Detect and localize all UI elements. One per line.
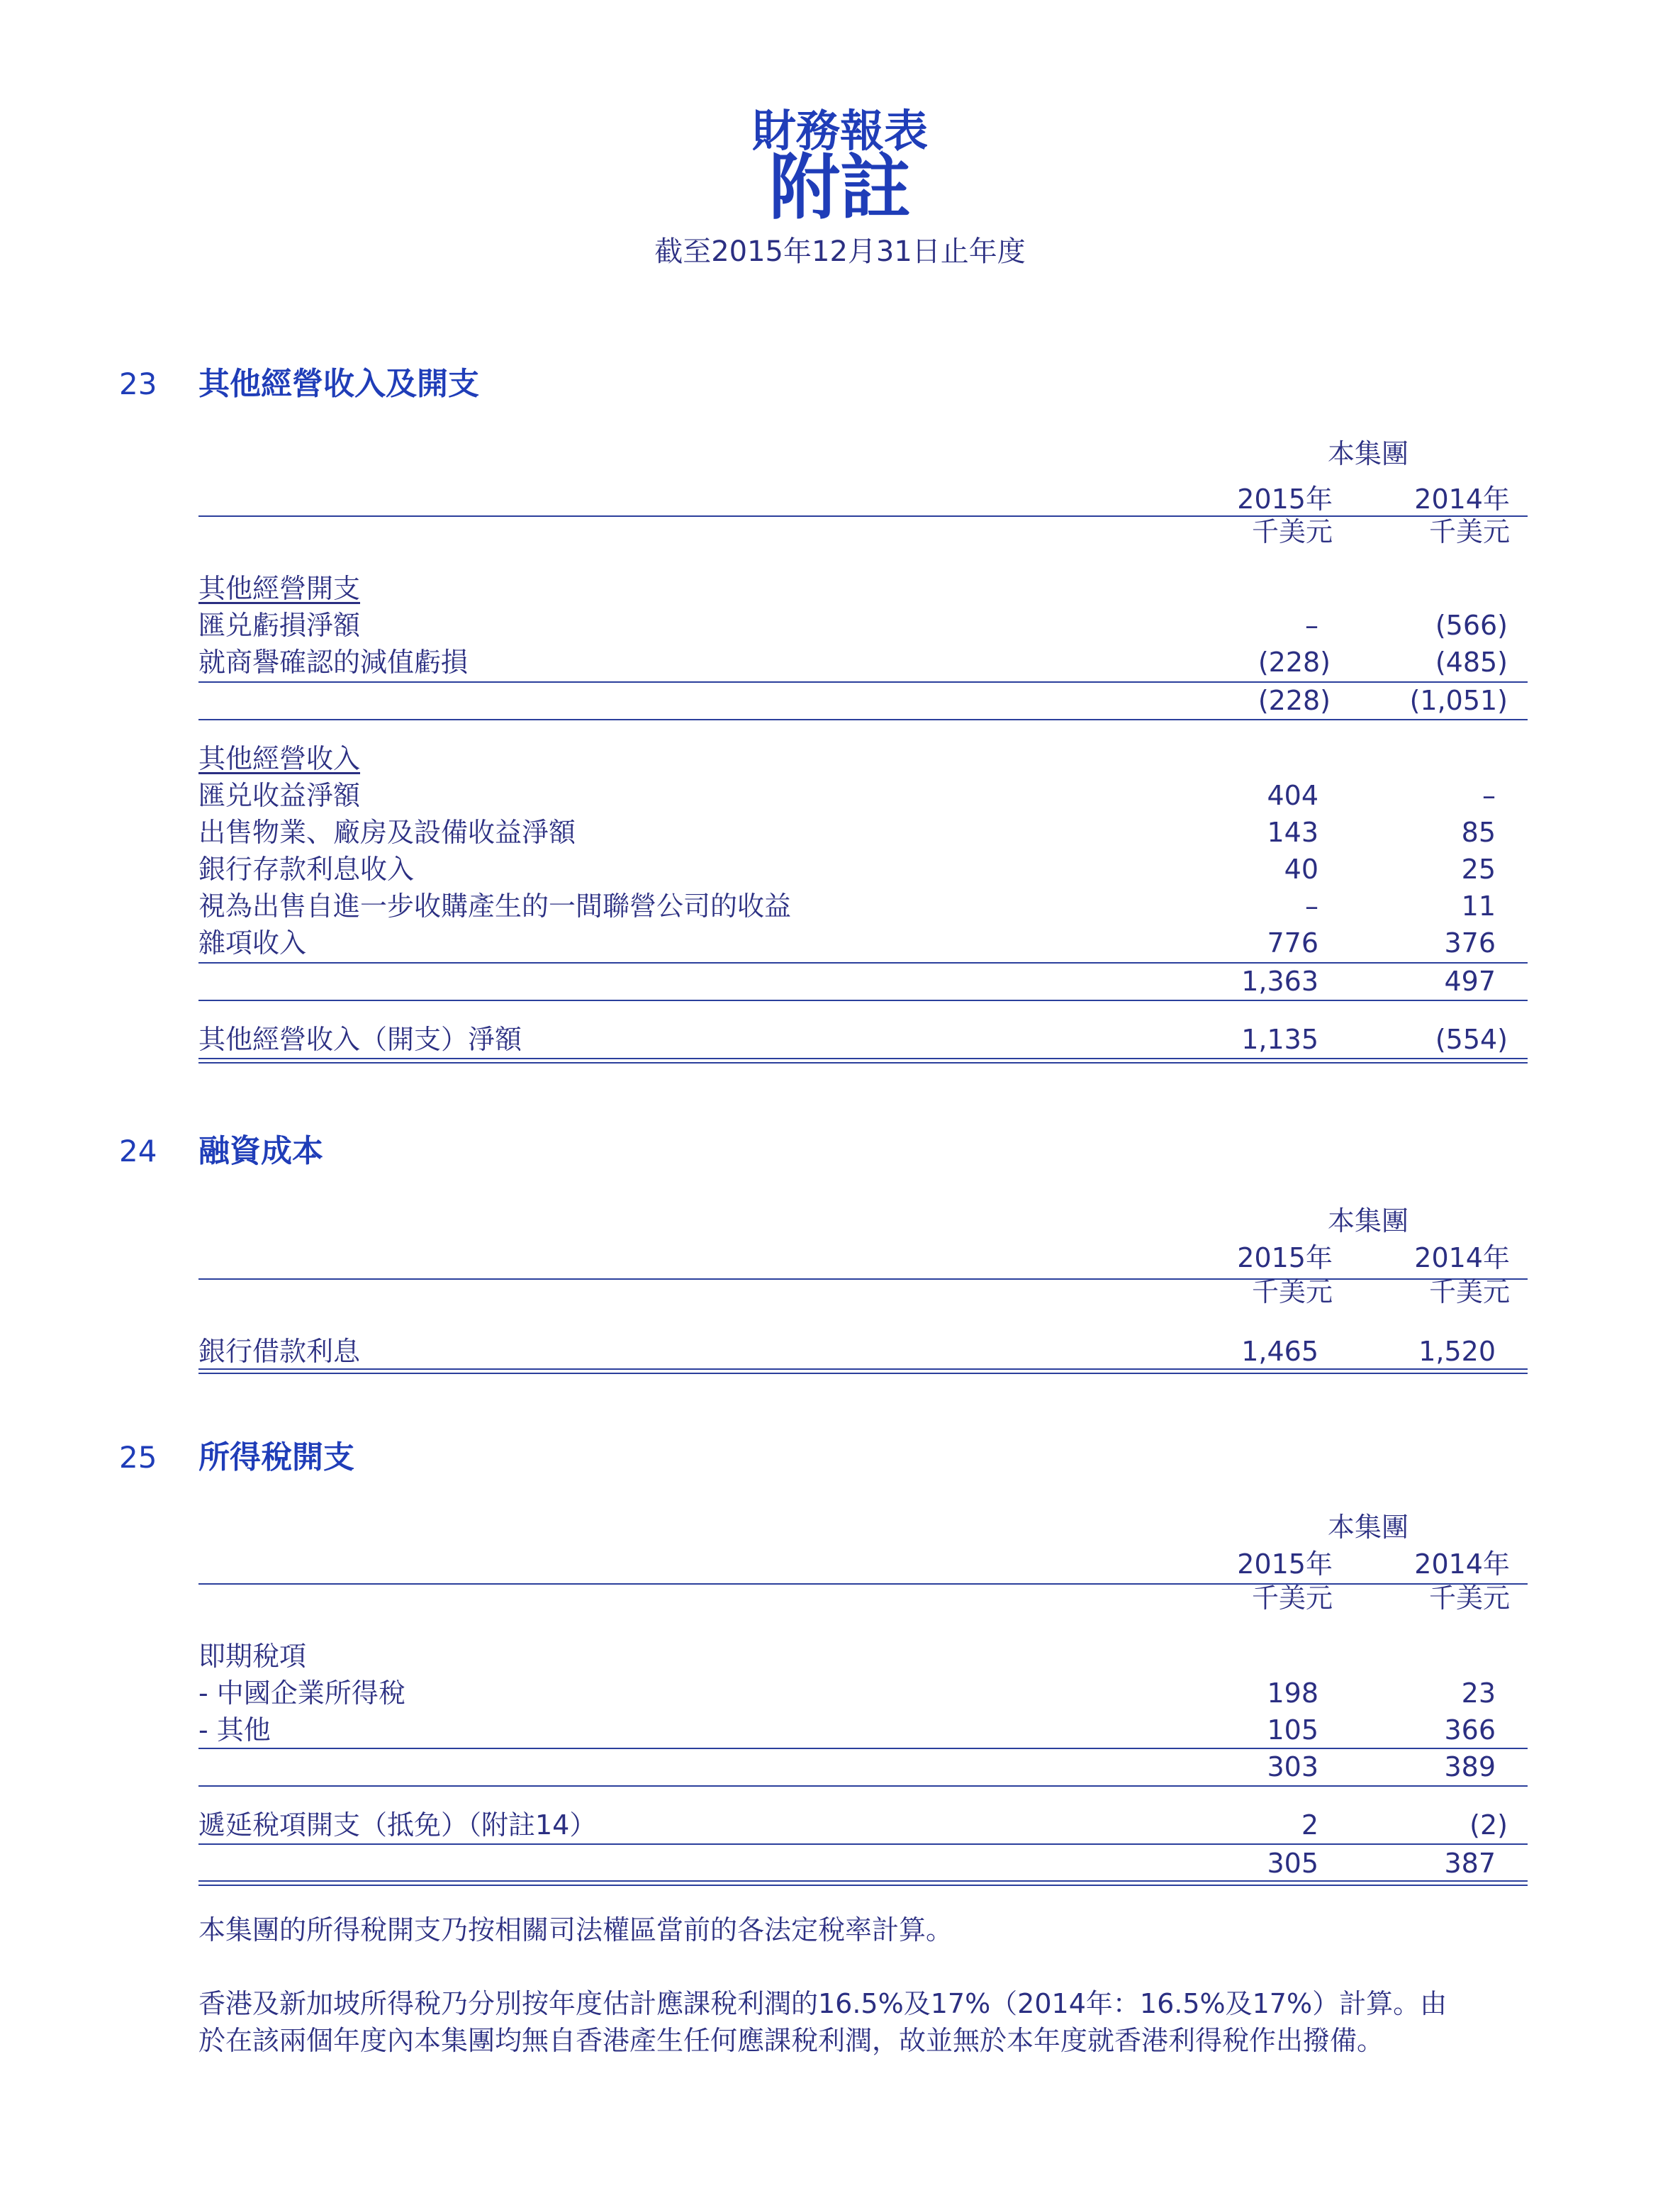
- value-2014: 497: [1444, 966, 1496, 997]
- row-label: 遞延稅項開支（抵免）（附註14）: [198, 1809, 597, 1841]
- value-2014: 85: [1461, 817, 1496, 848]
- value-2014: 366: [1444, 1714, 1496, 1746]
- value-2015: 1,363: [1241, 966, 1318, 997]
- table-row: [198, 1712, 1528, 1748]
- row-label: 其他經營收入: [198, 743, 361, 774]
- section-number: 25: [119, 1440, 157, 1475]
- table-row: [198, 644, 1528, 681]
- row-label: 其他經營開支: [198, 573, 361, 604]
- tax-note-line-1: 香港及新加坡所得稅乃分別按年度估計應課稅利潤的16.5%及17%（2014年：16.5%及17%）計算。由: [198, 1988, 1447, 2019]
- section-title: 融資成本: [198, 1133, 323, 1169]
- value-2014: (1,051): [1409, 685, 1508, 716]
- row-label: 雜項收入: [198, 927, 307, 959]
- table-row: [198, 1807, 1528, 1843]
- report-title: 財務報表: [751, 105, 928, 157]
- value-2014: –: [1482, 780, 1496, 811]
- total-row: [198, 1845, 1528, 1882]
- notes-title: 附註: [769, 146, 911, 229]
- value-2015: (228): [1258, 685, 1331, 716]
- value-2015: 2: [1301, 1809, 1318, 1841]
- value-2015: 105: [1267, 1714, 1318, 1746]
- value-2014: 376: [1444, 927, 1496, 959]
- column-year-2014: 2014年: [1414, 1242, 1510, 1273]
- subtotal-row: [198, 682, 1528, 719]
- value-2015: 40: [1284, 854, 1318, 885]
- subheading-expenses: [198, 570, 1528, 607]
- value-2015: 404: [1267, 780, 1318, 811]
- section-title: 其他經營收入及開支: [198, 366, 479, 402]
- value-2015: 198: [1267, 1678, 1318, 1709]
- subheading-current-tax: [198, 1638, 1528, 1675]
- subheading-income: [198, 740, 1528, 777]
- value-2014: 1,520: [1418, 1336, 1496, 1367]
- column-group-label: 本集團: [1327, 438, 1409, 469]
- section-24-heading: [0, 1130, 1680, 1173]
- value-2014: 389: [1444, 1751, 1496, 1782]
- column-unit-2015: 千美元: [1251, 1276, 1333, 1307]
- row-label: 視為出售自進一步收購產生的一間聯營公司的收益: [198, 891, 792, 922]
- table-row: [198, 1333, 1528, 1370]
- value-2014: (566): [1435, 610, 1508, 641]
- section-23-heading: [0, 363, 1680, 406]
- value-2015: 1,465: [1241, 1336, 1318, 1367]
- column-group-label: 本集團: [1327, 1512, 1409, 1543]
- table-row: [198, 814, 1528, 851]
- double-rule: [198, 1058, 1528, 1064]
- section-25-heading: [0, 1436, 1680, 1479]
- row-label: - 中國企業所得稅: [198, 1678, 405, 1709]
- table-row: [198, 777, 1528, 814]
- column-unit-2015: 千美元: [1251, 516, 1333, 547]
- net-total-row: [198, 1021, 1528, 1058]
- value-2014: (485): [1435, 647, 1508, 678]
- column-year-2015: 2015年: [1237, 484, 1333, 515]
- row-label: 匯兑收益淨額: [198, 780, 361, 811]
- table-row: [198, 888, 1528, 925]
- column-unit-2014: 千美元: [1428, 1276, 1510, 1307]
- value-2015: 776: [1267, 927, 1318, 959]
- table-row: [198, 925, 1528, 961]
- table-row: [198, 851, 1528, 888]
- section-number: 23: [119, 367, 157, 401]
- tax-note-paragraph: 本集團的所得稅開支乃按相關司法權區當前的各法定稅率計算。: [198, 1914, 953, 1946]
- table-row: [198, 607, 1528, 644]
- value-2014: 23: [1461, 1678, 1496, 1709]
- row-label: 銀行存款利息收入: [198, 854, 415, 885]
- value-2014: (554): [1435, 1024, 1508, 1055]
- column-year-2015: 2015年: [1237, 1548, 1333, 1580]
- column-group-label: 本集團: [1327, 1205, 1409, 1237]
- column-year-2015: 2015年: [1237, 1242, 1333, 1273]
- value-2015: 303: [1267, 1751, 1318, 1782]
- value-2014: (2): [1469, 1809, 1508, 1841]
- value-2015: 143: [1267, 817, 1318, 848]
- row-label: 出售物業、廠房及設備收益淨額: [198, 817, 576, 848]
- value-2015: –: [1305, 891, 1318, 922]
- column-unit-2014: 千美元: [1428, 1583, 1510, 1614]
- value-2015: 305: [1267, 1848, 1318, 1879]
- column-unit-2015: 千美元: [1251, 1583, 1333, 1614]
- value-2015: 1,135: [1241, 1024, 1318, 1055]
- value-2014: 387: [1444, 1848, 1496, 1879]
- row-label: 就商譽確認的減值虧損: [198, 647, 469, 678]
- column-year-2014: 2014年: [1414, 484, 1510, 515]
- row-label: 銀行借款利息: [198, 1336, 361, 1367]
- value-2014: 25: [1461, 854, 1496, 885]
- double-rule: [198, 1368, 1528, 1374]
- column-unit-2014: 千美元: [1428, 516, 1510, 547]
- period-subtitle: 截至2015年12月31日止年度: [654, 235, 1026, 268]
- table-row: [198, 1675, 1528, 1712]
- subtotal-row: [198, 963, 1528, 1000]
- subtotal-row: [198, 1748, 1528, 1785]
- column-year-2014: 2014年: [1414, 1548, 1510, 1580]
- section-title: 所得稅開支: [198, 1439, 354, 1475]
- divider: [198, 1000, 1528, 1001]
- row-label: 匯兑虧損淨額: [198, 610, 361, 641]
- value-2014: 11: [1461, 891, 1496, 922]
- value-2015: –: [1305, 610, 1318, 641]
- value-2015: (228): [1258, 647, 1331, 678]
- row-label: - 其他: [198, 1714, 271, 1746]
- row-label: 其他經營收入（開支）淨額: [198, 1024, 522, 1055]
- tax-note-line-2: 於在該兩個年度內本集團均無自香港產生任何應課稅利潤，故並無於本年度就香港利得稅作出撥備。: [198, 2025, 1384, 2056]
- divider: [198, 1785, 1528, 1787]
- double-rule: [198, 1880, 1528, 1886]
- divider: [198, 719, 1528, 720]
- row-label: 即期稅項: [198, 1641, 307, 1672]
- section-number: 24: [119, 1134, 157, 1168]
